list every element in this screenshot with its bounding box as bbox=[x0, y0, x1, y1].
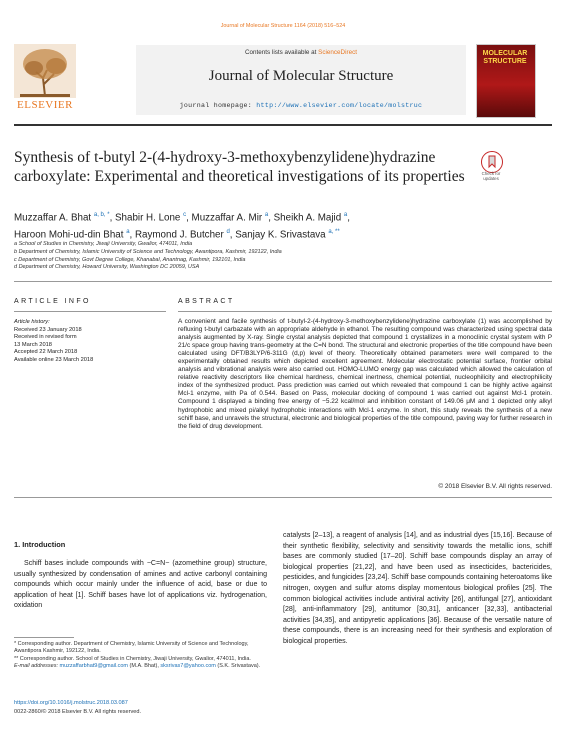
email-link-srivastava[interactable]: sksrivas7@yahoo.com bbox=[160, 663, 216, 670]
email-link-bhat[interactable]: muzzaffarbhat9@gmail.com bbox=[59, 663, 129, 670]
corresponding-author-2: ** Corresponding author. School of Studies in Chemistry, Jiwaji University, Gwalior, 474011, India. bbox=[14, 655, 251, 662]
introduction-paragraph-2: catalysts [2–13], a reagent of analysis [14], and as industrial dyes [15,16]. Because of their synthetic flexibility, selectivity and sensitivity towards the metallic ions, schiff bases are commonly studied [17–20]. Schiff base compounds display an array of biological properties [21,22], and have been used as insecticides, bactericides, pesticides, and fungicides [23,24]. Schiff base compounds containing heteroatoms like nitrogen, oxygen and sulfur atoms display momentous biological profiles [25]. The common biological activities include antiviral activity [26], antifungal [27], antioxidant [28], anti-inflammatory [29], antitumor [30,31], anticancer [32,33], antibacterial activities [34,35], and antipyretic applications [36]. Because of the versatile nature of these compounds, there is an increasing need for their synthesis and exploration of biological properties. bbox=[283, 532, 552, 645]
article-info-rule bbox=[14, 311, 166, 312]
header-divider bbox=[14, 124, 552, 126]
bookmark-icon bbox=[482, 152, 502, 172]
email-label: E-mail addresses: bbox=[14, 663, 60, 670]
journal-cover-title: MOLECULAR STRUCTURE bbox=[482, 50, 528, 65]
history-received: Received 23 January 2018 bbox=[14, 326, 82, 333]
history-heading: Article history: bbox=[14, 319, 50, 325]
homepage-link[interactable]: http://www.elsevier.com/locate/molstruc bbox=[256, 102, 423, 109]
email-name-bhat: (M.A. Bhat), bbox=[128, 663, 161, 670]
history-accepted: Accepted 22 March 2018 bbox=[14, 349, 78, 355]
check-for-updates-icon[interactable] bbox=[481, 151, 503, 173]
body-column-right bbox=[283, 531, 552, 648]
history-revised-date: 13 March 2018 bbox=[14, 341, 52, 348]
journal-homepage bbox=[136, 102, 466, 109]
affiliation-c: c Department of Chemistry, Govt Degree College, Khanabal, Anantnag, Kashmir, 192101, India bbox=[14, 256, 246, 263]
history-online: Available online 23 March 2018 bbox=[14, 356, 94, 363]
authors-line-1: Muzzaffar A. Bhat $^{a, b, *}$, Shabir H. Lone $^c$, Muzzaffar A. Mir $^a$, Sheikh A. Majid $^a$, bbox=[14, 212, 350, 224]
corresponding-author-1: * Corresponding author. Department of Chemistry, Islamic University of Science and Technology, Awantipora Kashmir, 192122, India. bbox=[14, 641, 249, 655]
email-name-srivastava: (S.K. Srivastava). bbox=[215, 663, 261, 670]
abstract-divider bbox=[14, 497, 552, 498]
homepage-label: journal homepage: bbox=[179, 102, 257, 109]
journal-title: Journal of Molecular Structure bbox=[208, 68, 394, 84]
publisher-logo-text: ELSEVIER bbox=[17, 99, 73, 111]
affiliations bbox=[14, 241, 554, 272]
article-history bbox=[14, 319, 169, 364]
authors-line-2: Haroon Mohi-ud-din Bhat $^a$, Raymond J. Butcher $^d$, Sanjay K. Srivastava $^{a, **}$ bbox=[14, 229, 340, 241]
issn-copyright: 0022-2860/© 2018 Elsevier B.V. All rights reserved. bbox=[14, 709, 142, 715]
abstract-text: A convenient and facile synthesis of t-butyl-2-(4-hydroxy-3-methoxybenzylidene)hydrazine carboxylate (1) was accomplished by refluxing t-butyl carbazate with an appropriate aldehyde in ethanol. The resulting compound was characterized using spectral data analysis augmented by X-ray. Single crystal analysis depicted that compound 1 crystallizes in a monoclinic crystal system with P 21/c space group having trans-geometry at the C=N bond. The structural and electronic properties of the title compound have been calculated using DFT/B3LYP/6-311G (d,p) level of theory. Theoretically obtained parameters were well compared to the experimentally obtained results which depicted excellent agreement. Molecular electrostatic potential surface, frontier orbital analysis and vibrational analysis were also carried out. HOMO-LUMO energy gap was calculated which allowed the calculation of relative reactivity descriptors like chemical hardness, chemical inertness, chemical potential, nucleophilicity and electrophilicity index of the synthesized product. Pass prediction was carried out which revealed that compound 1 can be highly active against Mcl-1 enzyme, with Pa of 0.544. Based on Pass, molecular docking of compound 1 was carried out against Mcl-1 protein. Compound 1 displayed a binding free energy of −5.22 kcal/mol and inhibition constant of 149.06 μM and 1 depicted only alkyl hydrophobic and mixed pi/alkyl hydrophobic interactions with Mcl-1 enzyme. In short, this study reveals the synthesis of a new schiff base, and unravels the structural, electronic and biological properties of the title compound, paving way for further research in the field of drug development. bbox=[178, 318, 552, 430]
introduction-heading: 1. Introduction bbox=[14, 540, 66, 549]
email-addresses bbox=[14, 663, 267, 670]
contents-line bbox=[136, 49, 466, 56]
abstract-heading: ABSTRACT bbox=[178, 298, 235, 305]
journal-citation[interactable]: Journal of Molecular Structure 1164 (2018) 516–524 bbox=[220, 23, 346, 29]
author-list bbox=[14, 208, 554, 243]
contents-prefix: Contents lists available at bbox=[244, 49, 319, 56]
sciencedirect-link[interactable]: ScienceDirect bbox=[318, 49, 357, 56]
body-column-left bbox=[14, 540, 267, 612]
history-revised: Received in revised form bbox=[14, 334, 77, 340]
article-info-heading: ARTICLE INFO bbox=[14, 298, 91, 305]
article-title: Synthesis of t-butyl 2-(4-hydroxy-3-methoxybenzylidene)hydrazine carboxylate: Experimental and theoretical investigations of its properties bbox=[14, 149, 465, 185]
affiliation-b: b Department of Chemistry, Islamic University of Science and Technology, Awantipora, Kashmir, 192122, India bbox=[14, 248, 282, 255]
check-for-updates-label[interactable]: Check for updates bbox=[481, 171, 501, 181]
introduction-paragraph-1: Schiff bases include compounds with −C=N− (azomethine group) structure, usually synthesized by condensation of amines and active carbonyl containing compounds which occur mainly under the influence of acid, base or due to application of heat [1]. Schiff bases have lot of applications viz. hydrogenation, oxidation bbox=[14, 560, 267, 610]
affiliation-a: a School of Studies in Chemistry, Jiwaji University, Gwalior, 474011, India bbox=[14, 241, 193, 247]
footnote-rule bbox=[14, 637, 74, 638]
affiliation-d: d Department of Chemistry, Howard University, Washington DC 20059, USA bbox=[14, 264, 200, 271]
affiliation-divider bbox=[14, 281, 552, 282]
abstract-rule bbox=[178, 311, 552, 312]
doi-link[interactable]: https://doi.org/10.1016/j.molstruc.2018.03.087 bbox=[14, 700, 128, 706]
footnotes bbox=[14, 641, 267, 671]
abstract-copyright: © 2018 Elsevier B.V. All rights reserved. bbox=[438, 483, 552, 490]
